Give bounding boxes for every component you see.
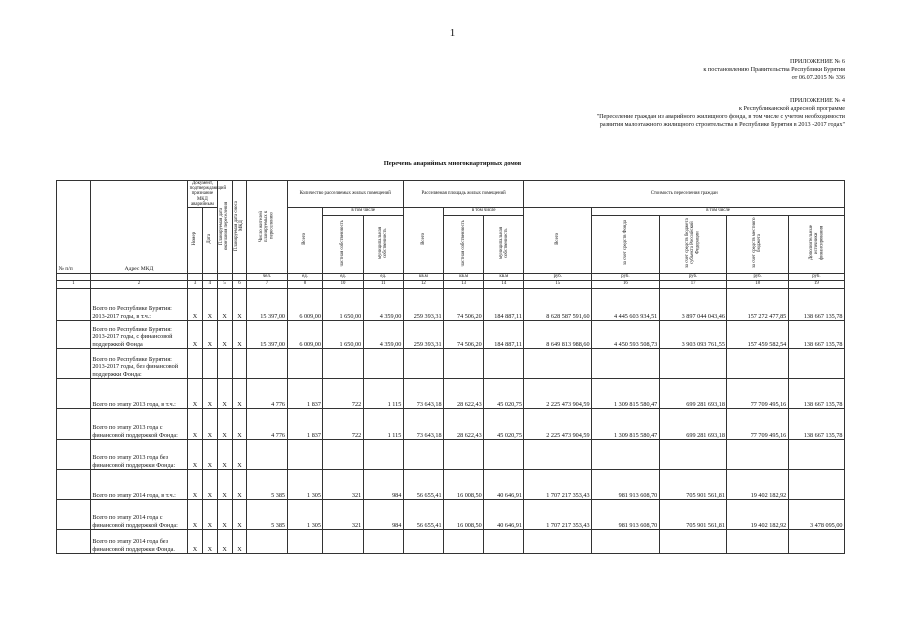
row-flag-cell: [232, 348, 247, 378]
row-value-cell: 984: [363, 469, 403, 499]
column-index-cell: 12: [403, 281, 443, 289]
row-value-cell: 1 707 217 353,43: [524, 469, 592, 499]
row-value-cell: 184 887,11: [484, 288, 524, 320]
unit-cell: руб.: [659, 273, 727, 281]
row-value-cell: [727, 348, 788, 378]
header-area-total: Всего: [403, 208, 443, 274]
row-value-cell: [524, 529, 592, 553]
row-flag-cell: X: [202, 469, 217, 499]
table-row: [57, 529, 845, 553]
appendix-4-line: развития малоэтажного жилищного строительства в Республике Бурятия в 2013 -2017 годах": [599, 121, 845, 128]
row-value-cell: [403, 348, 443, 378]
row-value-cell: [323, 439, 363, 469]
row-value-cell: 138 667 135,78: [788, 408, 844, 439]
unit-cell: [57, 273, 91, 281]
row-value-cell: 1 309 815 580,47: [592, 378, 660, 408]
row-value-cell: 4 359,00: [363, 288, 403, 320]
row-value-cell: 40 646,91: [484, 469, 524, 499]
appendix-4-block: [597, 97, 845, 129]
row-no-cell: [57, 378, 91, 408]
header-resident-count: Число жителей планируемых к переселению: [247, 181, 287, 274]
row-no-cell: [57, 529, 91, 553]
row-value-cell: 1 309 815 580,47: [592, 408, 660, 439]
row-value-cell: [287, 348, 323, 378]
row-flag-cell: X: [188, 469, 203, 499]
unit-cell: кв.м: [403, 273, 443, 281]
row-value-cell: 138 667 135,78: [788, 288, 844, 320]
row-value-cell: 16 008,50: [444, 499, 484, 529]
unit-cell: руб.: [727, 273, 788, 281]
header-cost-fund: за счет средств Фонда: [592, 216, 660, 274]
row-flag-cell: X: [202, 408, 217, 439]
appendix-6-line: от 06.07.2015 № 336: [791, 74, 845, 81]
column-index-cell: 19: [788, 281, 844, 289]
row-flag-cell: X: [232, 378, 247, 408]
table-row: [57, 469, 845, 499]
unit-cell: ед.: [287, 273, 323, 281]
row-value-cell: [788, 348, 844, 378]
row-value-cell: [484, 348, 524, 378]
row-flag-cell: X: [188, 439, 203, 469]
row-flag-cell: [202, 348, 217, 378]
table-row: [57, 499, 845, 529]
row-value-cell: 1 837: [287, 408, 323, 439]
header-cost-rb-budget: за счет средств бюджета субъекта Российской Федерации: [659, 216, 727, 274]
column-index-cell: 8: [287, 281, 323, 289]
row-value-cell: [287, 439, 323, 469]
row-value-cell: [788, 529, 844, 553]
header-document: Документ, подтверждающий признание МКД аварийным: [189, 181, 227, 207]
unit-cell: [90, 273, 187, 281]
row-value-cell: 56 655,41: [403, 469, 443, 499]
row-flag-cell: X: [232, 499, 247, 529]
row-value-cell: [444, 529, 484, 553]
row-value-cell: 1 837: [287, 378, 323, 408]
row-value-cell: [363, 439, 403, 469]
column-index-cell: 1: [57, 281, 91, 289]
unit-cell: [188, 273, 203, 281]
row-flag-cell: X: [232, 529, 247, 553]
column-index-cell: 3: [188, 281, 203, 289]
header-rooms-total: Всего: [287, 208, 323, 274]
row-value-cell: [403, 529, 443, 553]
row-flag-cell: X: [232, 408, 247, 439]
row-value-cell: 4 359,00: [363, 320, 403, 348]
row-value-cell: 1 707 217 353,43: [524, 499, 592, 529]
row-value-cell: 699 281 693,18: [659, 408, 727, 439]
column-index-cell: 14: [484, 281, 524, 289]
unit-cell: ед.: [363, 273, 403, 281]
header-planned-demolition: Планируемая дата сноса МКД: [232, 181, 247, 274]
row-value-cell: 5 385: [247, 499, 287, 529]
row-label-cell: Всего по этапу 2014 года, в т.ч.:: [90, 469, 187, 499]
row-value-cell: [247, 439, 287, 469]
row-flag-cell: X: [217, 288, 232, 320]
header-planned-end: Планируемая дата окончания переселения: [217, 181, 232, 274]
row-value-cell: 981 913 608,70: [592, 499, 660, 529]
table-row: [57, 348, 845, 378]
row-value-cell: [363, 529, 403, 553]
row-flag-cell: X: [202, 439, 217, 469]
header-rooms-including: в том числе: [323, 208, 403, 216]
unit-cell: [217, 273, 232, 281]
column-index-cell: 10: [323, 281, 363, 289]
row-value-cell: 4 776: [247, 378, 287, 408]
row-flag-cell: X: [188, 529, 203, 553]
row-flag-cell: X: [188, 320, 203, 348]
row-label-cell: Всего по Республике Бурятия: 2013-2017 годы, в т.ч.:: [90, 288, 187, 320]
row-flag-cell: X: [232, 439, 247, 469]
row-value-cell: 3 897 044 043,46: [659, 288, 727, 320]
row-value-cell: 74 506,20: [444, 288, 484, 320]
row-label-cell: Всего по Республике Бурятия: 2013-2017 годы, с финансовой поддержкой Фонда: [90, 320, 187, 348]
row-value-cell: [484, 529, 524, 553]
row-value-cell: 1 115: [363, 408, 403, 439]
unit-cell: кв.м: [484, 273, 524, 281]
row-value-cell: 984: [363, 499, 403, 529]
row-value-cell: 6 009,00: [287, 288, 323, 320]
unit-cell: руб.: [524, 273, 592, 281]
row-value-cell: 40 646,91: [484, 499, 524, 529]
header-cost-including: в том числе: [592, 208, 845, 216]
row-value-cell: 16 008,50: [444, 469, 484, 499]
row-value-cell: [444, 439, 484, 469]
table-row: [57, 378, 845, 408]
row-value-cell: 699 281 693,18: [659, 378, 727, 408]
row-flag-cell: X: [217, 499, 232, 529]
row-flag-cell: X: [202, 529, 217, 553]
row-label-cell: Всего по этапу 2014 года без финансовой поддержки Фонда.: [90, 529, 187, 553]
row-no-cell: [57, 348, 91, 378]
row-value-cell: 45 020,75: [484, 378, 524, 408]
column-index-cell: 5: [217, 281, 232, 289]
header-cost-extra: Дополнительные источники финансирования: [788, 216, 844, 274]
column-index-cell: 16: [592, 281, 660, 289]
table-row: [57, 288, 845, 320]
header-doc-date: Дата: [202, 208, 217, 274]
unit-cell: чел.: [247, 273, 287, 281]
row-value-cell: 2 225 473 904,59: [524, 408, 592, 439]
unit-cell: [232, 273, 247, 281]
row-value-cell: [524, 439, 592, 469]
row-flag-cell: X: [188, 378, 203, 408]
row-no-cell: [57, 439, 91, 469]
row-value-cell: 19 402 182,92: [727, 499, 788, 529]
row-value-cell: [659, 439, 727, 469]
row-value-cell: 1 650,00: [323, 320, 363, 348]
row-value-cell: 184 887,11: [484, 320, 524, 348]
header-area-private: частная собственность: [444, 216, 484, 274]
row-flag-cell: X: [232, 288, 247, 320]
row-value-cell: 5 385: [247, 469, 287, 499]
row-value-cell: [659, 348, 727, 378]
column-index-cell: 2: [90, 281, 187, 289]
row-value-cell: [403, 439, 443, 469]
row-value-cell: 2 225 473 904,59: [524, 378, 592, 408]
row-value-cell: 45 020,75: [484, 408, 524, 439]
row-value-cell: 15 397,00: [247, 320, 287, 348]
row-value-cell: [592, 439, 660, 469]
row-flag-cell: X: [202, 378, 217, 408]
row-flag-cell: [188, 348, 203, 378]
row-label-cell: Всего по этапу 2013 года без финансовой поддержки Фонда:: [90, 439, 187, 469]
row-value-cell: 705 901 561,81: [659, 499, 727, 529]
row-value-cell: [323, 348, 363, 378]
row-label-cell: Всего по этапу 2013 года, в т.ч.:: [90, 378, 187, 408]
row-value-cell: 8 649 813 988,60: [524, 320, 592, 348]
row-value-cell: 3 903 093 761,55: [659, 320, 727, 348]
row-flag-cell: X: [217, 408, 232, 439]
row-flag-cell: X: [217, 378, 232, 408]
header-address: Адрес МКД: [90, 181, 187, 274]
unit-cell: ед.: [323, 273, 363, 281]
column-index-cell: 15: [524, 281, 592, 289]
appendix-4-line: ПРИЛОЖЕНИЕ № 4: [789, 97, 845, 104]
row-flag-cell: X: [202, 288, 217, 320]
row-value-cell: 321: [323, 469, 363, 499]
row-value-cell: 4 450 593 508,73: [592, 320, 660, 348]
row-value-cell: [592, 529, 660, 553]
row-value-cell: 259 393,31: [403, 288, 443, 320]
unit-cell: кв.м: [444, 273, 484, 281]
row-label-cell: Всего по Республике Бурятия: 2013-2017 годы, без финансовой поддержки Фонда:: [90, 348, 187, 378]
row-value-cell: [484, 439, 524, 469]
row-value-cell: 722: [323, 378, 363, 408]
row-label-cell: Всего по этапу 2014 года с финансовой поддержкой Фонда:: [90, 499, 187, 529]
row-label-cell: Всего по этапу 2013 года с финансовой поддержкой Фонда:: [90, 408, 187, 439]
buildings-table: [56, 180, 845, 554]
column-index-row: [57, 281, 845, 289]
row-flag-cell: X: [188, 288, 203, 320]
row-value-cell: 28 622,43: [444, 378, 484, 408]
row-value-cell: 157 272 477,85: [727, 288, 788, 320]
row-value-cell: [444, 348, 484, 378]
row-value-cell: 73 643,18: [403, 408, 443, 439]
header-rooms-municipal: муниципальная собственность: [363, 216, 403, 274]
row-value-cell: 981 913 608,70: [592, 469, 660, 499]
unit-cell: руб.: [788, 273, 844, 281]
row-value-cell: [788, 469, 844, 499]
row-flag-cell: [217, 348, 232, 378]
table-row: [57, 408, 845, 439]
row-value-cell: 74 506,20: [444, 320, 484, 348]
row-value-cell: 1 305: [287, 499, 323, 529]
appendix-4-line: "Переселение граждан из аварийного жилищного фонда, в том числе с учетом необходимости: [596, 113, 845, 120]
row-value-cell: 15 397,00: [247, 288, 287, 320]
appendix-4-line: к Республиканской адресной программе: [739, 105, 845, 112]
appendix-6-block: [703, 58, 845, 82]
page-number: 1: [449, 27, 456, 39]
row-value-cell: 3 478 095,00: [788, 499, 844, 529]
row-value-cell: [727, 439, 788, 469]
row-flag-cell: X: [188, 408, 203, 439]
row-no-cell: [57, 320, 91, 348]
document-title: Перечень аварийных многоквартирных домов: [383, 160, 522, 167]
row-value-cell: 56 655,41: [403, 499, 443, 529]
table-row: [57, 439, 845, 469]
header-area: Расселяемая площадь жилых помещений: [403, 181, 524, 208]
row-value-cell: 77 709 495,16: [727, 408, 788, 439]
row-flag-cell: X: [202, 320, 217, 348]
header-cost-total: Всего: [524, 208, 592, 274]
row-value-cell: 28 622,43: [444, 408, 484, 439]
header-doc-number: Номер: [188, 208, 203, 274]
column-index-cell: 17: [659, 281, 727, 289]
row-value-cell: 73 643,18: [403, 378, 443, 408]
row-value-cell: 259 393,31: [403, 320, 443, 348]
row-value-cell: 722: [323, 408, 363, 439]
header-area-including: в том числе: [444, 208, 524, 216]
row-flag-cell: X: [202, 499, 217, 529]
row-flag-cell: X: [217, 320, 232, 348]
row-no-cell: [57, 408, 91, 439]
row-value-cell: [659, 529, 727, 553]
row-value-cell: 1 115: [363, 378, 403, 408]
appendix-6-line: к постановлению Правительства Республики Бурятия: [703, 66, 845, 73]
unit-cell: руб.: [592, 273, 660, 281]
row-flag-cell: X: [217, 469, 232, 499]
column-index-cell: 4: [202, 281, 217, 289]
column-index-cell: 18: [727, 281, 788, 289]
row-value-cell: 77 709 495,16: [727, 378, 788, 408]
row-value-cell: [247, 348, 287, 378]
row-value-cell: [788, 439, 844, 469]
table-row: [57, 320, 845, 348]
row-flag-cell: X: [217, 439, 232, 469]
column-index-cell: 11: [363, 281, 403, 289]
row-value-cell: 19 402 182,92: [727, 469, 788, 499]
unit-cell: [202, 273, 217, 281]
row-value-cell: 6 009,00: [287, 320, 323, 348]
row-value-cell: [524, 348, 592, 378]
row-value-cell: 157 459 582,54: [727, 320, 788, 348]
row-value-cell: [363, 348, 403, 378]
row-flag-cell: X: [232, 469, 247, 499]
row-value-cell: 4 776: [247, 408, 287, 439]
header-no: № п/п: [57, 181, 91, 274]
header-rooms: Количество расселяемых жилых помещений: [287, 181, 403, 208]
row-value-cell: [592, 348, 660, 378]
header-rooms-private: частная собственность: [323, 216, 363, 274]
row-no-cell: [57, 288, 91, 320]
row-value-cell: [287, 529, 323, 553]
header-cost-local-budget: за счет средств местного бюджета: [727, 216, 788, 274]
units-row: [57, 273, 845, 281]
row-flag-cell: X: [188, 499, 203, 529]
row-no-cell: [57, 499, 91, 529]
row-value-cell: 705 901 561,81: [659, 469, 727, 499]
row-flag-cell: X: [232, 320, 247, 348]
row-value-cell: 1 305: [287, 469, 323, 499]
header-area-municipal: муниципальная собственность: [484, 216, 524, 274]
row-flag-cell: X: [217, 529, 232, 553]
row-value-cell: [323, 529, 363, 553]
row-value-cell: 138 667 135,78: [788, 320, 844, 348]
row-value-cell: [247, 529, 287, 553]
column-index-cell: 13: [444, 281, 484, 289]
row-value-cell: 8 628 587 591,60: [524, 288, 592, 320]
row-value-cell: 138 667 135,78: [788, 378, 844, 408]
row-value-cell: 1 650,00: [323, 288, 363, 320]
row-value-cell: 321: [323, 499, 363, 529]
row-no-cell: [57, 469, 91, 499]
row-value-cell: [727, 529, 788, 553]
column-index-cell: 7: [247, 281, 287, 289]
header-cost: Стоимость переселения граждан: [524, 181, 845, 208]
column-index-cell: 6: [232, 281, 247, 289]
row-value-cell: 4 445 603 934,51: [592, 288, 660, 320]
appendix-6-line: ПРИЛОЖЕНИЕ № 6: [789, 58, 845, 65]
